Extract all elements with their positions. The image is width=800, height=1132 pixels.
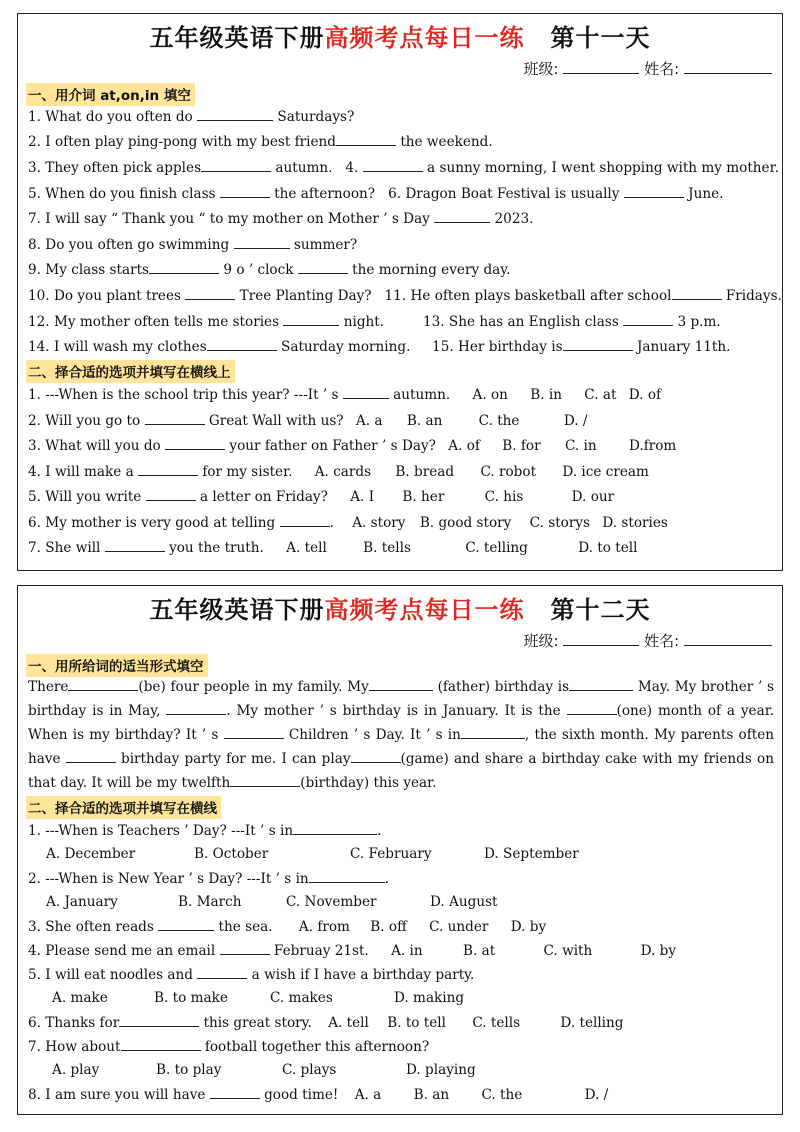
answer-blank[interactable] <box>569 678 633 691</box>
answer-blank[interactable] <box>158 918 214 931</box>
answer-blank[interactable] <box>201 159 271 172</box>
question-line: 12. My mother often tells me stories night. 13. She has an English class 3 p.m. <box>28 314 721 330</box>
option[interactable]: A. make <box>52 990 108 1006</box>
answer-blank[interactable] <box>672 287 722 300</box>
worksheet-day-12 <box>17 585 783 1115</box>
choice-question: 2. ---When is New Year ’ s Day? ---It ’ s in . <box>28 871 390 887</box>
option[interactable]: C. tells <box>472 1015 521 1031</box>
option[interactable]: A. from <box>298 919 350 935</box>
choice-question: 5. Will you write a letter on Friday? A. I B. her C. his D. our <box>28 489 615 505</box>
worksheet-title <box>18 590 782 625</box>
answer-blank[interactable] <box>145 412 205 425</box>
title-highlight: 高频考点每日一练 <box>324 23 525 52</box>
option[interactable]: C. storys <box>529 515 591 531</box>
option[interactable]: B. bread <box>395 464 455 480</box>
option[interactable]: C. the <box>478 413 520 429</box>
option[interactable]: D. stories <box>602 515 668 531</box>
choice-question: 8. I am sure you will have good time! A. a B. an C. the D. / <box>28 1087 609 1103</box>
question-line: 2. I often play ping-pong with my best friend the weekend. <box>28 134 493 150</box>
answer-blank[interactable] <box>197 966 247 979</box>
option[interactable]: A. cards <box>314 464 372 480</box>
class-label: 班级: <box>523 60 559 78</box>
option[interactable]: B. an <box>406 413 443 429</box>
choice-question: 2. Will you go to Great Wall with us? A. a B. an C. the D. / <box>28 413 588 429</box>
answer-blank[interactable] <box>280 514 330 527</box>
option[interactable]: A. I <box>350 489 375 505</box>
option[interactable]: B. to make <box>154 990 228 1006</box>
answer-blank[interactable] <box>220 942 270 955</box>
name-label: 姓名: <box>644 632 680 650</box>
option[interactable]: A. a <box>354 1087 382 1103</box>
question-line: 1. What do you often do Saturdays? <box>28 109 355 125</box>
answer-blank[interactable] <box>563 338 633 351</box>
choice-question: 4. I will make a for my sister. A. cards B. bread C. robot D. ice cream <box>28 464 649 480</box>
option[interactable]: B. tells <box>363 540 411 556</box>
choice-question: 5. I will eat noodles and a wish if I have a birthday party. <box>28 967 475 983</box>
option[interactable]: C. robot <box>480 464 537 480</box>
worksheet-title <box>18 18 782 53</box>
title-grade: 五年级英语下册 <box>149 595 325 624</box>
answer-blank[interactable] <box>149 261 219 274</box>
answer-blank[interactable] <box>567 702 617 715</box>
option[interactable]: C. plays <box>282 1062 337 1078</box>
title-day: 第十一天 <box>550 23 651 52</box>
answer-blank[interactable] <box>343 386 389 399</box>
option[interactable]: C. under <box>429 919 489 935</box>
choice-question: 3. What will you do your father on Father ’ s Day? A. of B. for C. in D.from <box>28 438 677 454</box>
answer-blank[interactable] <box>623 313 673 326</box>
answer-blank[interactable] <box>121 1038 201 1051</box>
option[interactable]: D. making <box>394 990 465 1006</box>
section-heading: 二、择合适的选项并填写在横线 <box>26 796 221 819</box>
answer-blank[interactable] <box>224 726 284 739</box>
answer-blank[interactable] <box>185 287 235 300</box>
answer-blank[interactable] <box>166 702 226 715</box>
option[interactable]: D. September <box>484 846 579 862</box>
choice-question: 7. How about football together this afternoon? <box>28 1039 430 1055</box>
option[interactable]: A. story <box>352 515 406 531</box>
choice-question: 1. ---When is the school trip this year? ---It ’ s autumn. A. on B. in C. at D. of <box>28 387 662 403</box>
option[interactable]: A. in <box>391 943 423 959</box>
option[interactable]: B. to tell <box>387 1015 447 1031</box>
option[interactable]: B. good story <box>419 515 512 531</box>
answer-blank[interactable] <box>624 185 684 198</box>
title-grade: 五年级英语下册 <box>149 23 325 52</box>
option[interactable]: A. of <box>448 438 480 454</box>
choice-question: 3. She often reads the sea. A. from B. off C. under D. by <box>28 919 547 935</box>
options-row <box>46 894 498 910</box>
option[interactable]: D.from <box>628 438 677 454</box>
option[interactable]: D. August <box>430 894 498 910</box>
answer-blank[interactable] <box>197 108 273 121</box>
choice-question: 1. ---When is Teachers ’ Day? ---It ’ s in . <box>28 823 382 839</box>
option[interactable]: D. / <box>584 1087 609 1103</box>
question-line: 14. I will wash my clothes Saturday morning. 15. Her birthday is January 11th. <box>28 339 731 355</box>
answer-blank[interactable] <box>119 1014 199 1027</box>
option[interactable]: B. her <box>402 489 445 505</box>
option[interactable]: A. December <box>46 846 136 862</box>
option[interactable]: D. by <box>510 919 547 935</box>
answer-blank[interactable] <box>434 210 490 223</box>
option[interactable]: D. to tell <box>578 540 638 556</box>
option[interactable]: A. on <box>472 387 508 403</box>
option[interactable]: D. telling <box>560 1015 624 1031</box>
option[interactable]: C. February <box>350 846 432 862</box>
answer-blank[interactable] <box>298 261 348 274</box>
answer-blank[interactable] <box>210 1086 260 1099</box>
option[interactable]: A. play <box>52 1062 100 1078</box>
class-label: 班级: <box>523 632 559 650</box>
option[interactable]: B. October <box>194 846 269 862</box>
answer-blank[interactable] <box>138 463 198 476</box>
answer-blank[interactable] <box>363 159 423 172</box>
options-row <box>52 1062 476 1078</box>
option[interactable]: D. ice cream <box>562 464 649 480</box>
answer-blank[interactable] <box>293 822 377 835</box>
class-field[interactable] <box>563 631 639 646</box>
choice-question: 4. Please send me an email Februay 21st. A. in B. at C. with D. by <box>28 943 677 959</box>
answer-blank[interactable] <box>68 678 138 691</box>
option[interactable]: A. tell <box>328 1015 369 1031</box>
name-field[interactable] <box>684 59 772 74</box>
option[interactable]: A. tell <box>286 540 327 556</box>
answer-blank[interactable] <box>336 133 396 146</box>
worksheet-day-11 <box>17 13 783 571</box>
option[interactable]: B. for <box>502 438 541 454</box>
title-highlight: 高频考点每日一练 <box>324 595 525 624</box>
section-heading: 一、用所给词的适当形式填空 <box>26 654 208 677</box>
options-row <box>52 990 464 1006</box>
section-heading: 一、用介词 at,on,in 填空 <box>26 83 195 106</box>
option[interactable]: B. in <box>530 387 562 403</box>
option[interactable]: C. the <box>481 1087 523 1103</box>
option[interactable]: D. playing <box>406 1062 476 1078</box>
class-name-line <box>524 58 772 79</box>
option[interactable]: C. in <box>564 438 597 454</box>
answer-blank[interactable] <box>146 488 196 501</box>
answer-blank[interactable] <box>369 678 433 691</box>
option[interactable]: C. at <box>584 387 617 403</box>
answer-blank[interactable] <box>283 313 339 326</box>
class-name-line <box>524 630 772 651</box>
option[interactable]: D. our <box>571 489 615 505</box>
option[interactable]: C. with <box>543 943 593 959</box>
name-field[interactable] <box>684 631 772 646</box>
question-line: 9. My class starts 9 o ’ clock the morning every day. <box>28 262 511 278</box>
option[interactable]: B. at <box>462 943 496 959</box>
question-line: 8. Do you often go swimming summer? <box>28 237 358 253</box>
answer-blank[interactable] <box>309 870 385 883</box>
option[interactable]: D. / <box>563 413 588 429</box>
option[interactable]: D. by <box>640 943 677 959</box>
section-heading: 二、择合适的选项并填写在横线上 <box>26 360 235 383</box>
question-line: 5. When do you finish class the afternoon? 6. Dragon Boat Festival is usually June. <box>28 186 724 202</box>
option[interactable]: C. telling <box>465 540 528 556</box>
answer-blank[interactable] <box>461 726 525 739</box>
choice-question: 6. My mother is very good at telling . A. story B. good story C. storys D. stories <box>28 515 668 531</box>
answer-blank[interactable] <box>207 338 277 351</box>
question-line: 10. Do you plant trees Tree Planting Day? 11. He often plays basketball after school Fridays. <box>28 288 782 304</box>
option[interactable]: C. his <box>484 489 524 505</box>
option[interactable]: B. off <box>370 919 407 935</box>
name-label: 姓名: <box>644 60 680 78</box>
answer-blank[interactable] <box>220 185 270 198</box>
option[interactable]: B. an <box>413 1087 450 1103</box>
choice-question: 6. Thanks for this great story. A. tell B. to tell C. tells D. telling <box>28 1015 624 1031</box>
answer-blank[interactable] <box>105 539 165 552</box>
question-line: 3. They often pick apples autumn. 4. a sunny morning, I went shopping with my mother. <box>28 160 779 176</box>
answer-blank[interactable] <box>165 437 225 450</box>
option[interactable]: A. January <box>46 894 118 910</box>
option[interactable]: A. a <box>355 413 383 429</box>
choice-question: 7. She will you the truth. A. tell B. tells C. telling D. to tell <box>28 540 638 556</box>
option[interactable]: B. March <box>178 894 242 910</box>
option[interactable]: B. to play <box>156 1062 222 1078</box>
question-line: 7. I will say “ Thank you “ to my mother on Mother ’ s Day 2023. <box>28 211 534 227</box>
options-row <box>46 846 579 862</box>
option[interactable]: C. makes <box>270 990 333 1006</box>
answer-blank[interactable] <box>230 774 300 787</box>
option[interactable]: D. of <box>628 387 662 403</box>
class-field[interactable] <box>563 59 639 74</box>
fill-in-paragraph: There (be) four people in my family. My (father) birthday is May. My brother ’ s birthday is in May, . My mother ’ s birthday is in January. It is the (one) month of a year. When is my birthday? It ’ s Children ’ s Day. It ’ s in , the sixth month. My parents often have birthday party for me. I can play (game) and share a birthday cake with my friends on that day. It will be my twelfth (birthday) this year. <box>28 679 775 791</box>
answer-blank[interactable] <box>66 750 116 763</box>
title-day: 第十二天 <box>550 595 651 624</box>
answer-blank[interactable] <box>351 750 401 763</box>
option[interactable]: C. November <box>286 894 377 910</box>
answer-blank[interactable] <box>234 236 290 249</box>
